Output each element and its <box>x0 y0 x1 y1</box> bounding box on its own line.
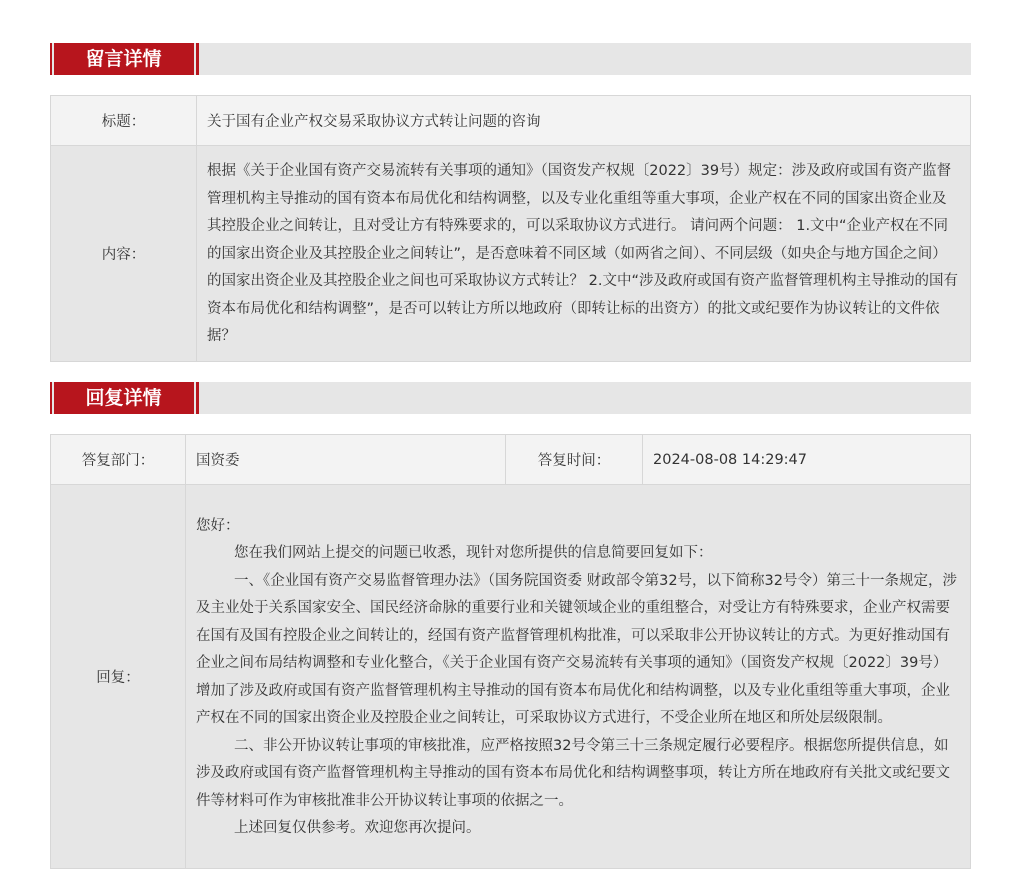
time-value: 2024-08-08 14:29:47 <box>643 435 971 485</box>
content-value: 根据《关于企业国有资产交易流转有关事项的通知》（国资发产权规〔2022〕39号）规定：涉及政府或国有资产监督管理机构主导推动的国有资本布局优化和结构调整，以及专业化重组等重大事项，企业产权在不同的国家出资企业及其控股企业之间转让，且对受让方有特殊要求的，可以采取协议方式进行。 请问两个问题： 1.文中“企业产权在不同的国家出资企业及其控股企业之间转让”，是否意味着不同区域（如两省之间）、不同层级（如央企与地方国企之间）的国家出资企业及其控股企业之间也可采取协议方式转让？ 2.文中“涉及政府或国有资产监督管理机构主导推动的国有资本布局优化和结构调整”，是否可以转让方所以地政府（即转让标的出资方）的批文或纪要作为协议转让的文件依据？ <box>197 146 971 362</box>
reply-paragraph: 您在我们网站上提交的问题已收悉，现针对您所提供的信息简要回复如下： <box>234 545 713 561</box>
message-section-heading: 留言详情 <box>85 48 162 70</box>
content-row <box>51 146 971 362</box>
reply-content-row <box>51 485 971 869</box>
title-row <box>51 96 971 146</box>
content-label: 内容： <box>51 146 197 362</box>
dept-value: 国资委 <box>186 435 506 485</box>
reply-section-heading: 回复详情 <box>85 387 162 409</box>
reply-section-header <box>50 382 971 414</box>
message-section-tab <box>50 43 194 75</box>
reply-paragraph: 二、非公开协议转让事项的审核批准，应严格按照32号令第三十三条规定履行必要程序。根据您所提供信息，如涉及政府或国有资产监督管理机构主导推动的国有资本布局优化和结构调整事项，转让方所在地政府有关批文或纪要文件等材料可作为审核批准非公开协议转让事项的依据之一。 <box>196 737 950 809</box>
message-section-header <box>50 43 971 75</box>
reply-body <box>186 485 971 869</box>
reply-paragraph: 一、《企业国有资产交易监督管理办法》（国务院国资委 财政部令第32号，以下简称32号令）第三十一条规定，涉及主业处于关系国家安全、国民经济命脉的重要行业和关键领域企业的重组整合，对受让方有特殊要求，企业产权需要在国有及国有控股企业之间转让的，经国有资产监督管理机构批准，可以采取非公开协议转让的方式。为更好推动国有企业之间布局结构调整和专业化整合，《关于企业国有资产交易流转有关事项的通知》（国资发产权规〔2022〕39号）增加了涉及政府或国有资产监督管理机构主导推动的国有资本布局优化和结构调整，以及专业化重组等重大事项，企业产权在不同的国家出资企业及控股企业之间转让，可采取协议方式进行，不受企业所在地区和所处层级限制。 <box>196 572 958 726</box>
time-label: 答复时间： <box>506 435 643 485</box>
dept-label: 答复部门： <box>51 435 186 485</box>
title-value: 关于国有企业产权交易采取协议方式转让问题的咨询 <box>197 96 971 146</box>
reply-table <box>50 434 971 869</box>
reply-section-tab <box>50 382 194 414</box>
reply-paragraph: 上述回复仅供参考。欢迎您再次提问。 <box>234 820 481 836</box>
reply-greeting: 您好： <box>196 517 240 534</box>
reply-label: 回复： <box>51 485 186 869</box>
reply-meta-row <box>51 435 971 485</box>
message-table <box>50 95 971 362</box>
title-label: 标题： <box>51 96 197 146</box>
